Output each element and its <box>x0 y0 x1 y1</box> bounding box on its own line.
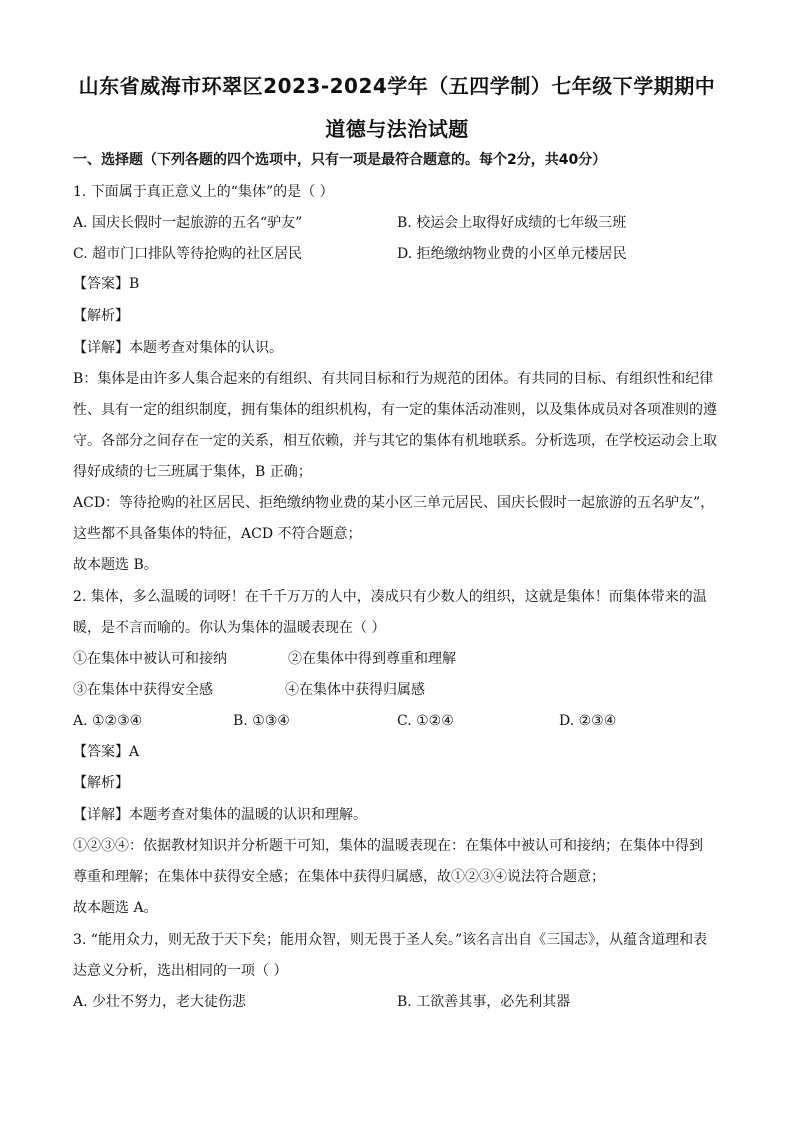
exam-title-line1: 山东省威海市环翠区2023-2024学年（五四学制）七年级下学期期中 <box>78 74 716 98</box>
q2-explanation-line: 尊重和理解；在集体中获得安全感；在集体中获得归属感，故①②③④说法符合题意； <box>73 869 605 885</box>
q2-answer: 【答案】A <box>73 744 140 760</box>
q1-explanation-line: ACD：等待抢购的社区居民、拒绝缴纳物业费的某小区三单元居民、国庆长假时一起旅游的五名驴友”， <box>73 495 715 511</box>
q2-explanation-line: 故本题选 A。 <box>73 900 158 916</box>
section-heading: 一、选择题（下列各题的四个选项中，只有一项是最符合题意的。每个2分，共40分） <box>73 152 607 168</box>
q2-option-a: A. ①②③④ <box>73 713 143 729</box>
q1-detail: 【详解】本题考查对集体的认识。 <box>73 340 283 356</box>
q2-item-3: ③在集体中获得安全感 <box>73 682 213 698</box>
q3-stem-line: 3. “能用众力，则无敌于天下矣；能用众智，则无畏于圣人矣。”该名言出自《三国志》，从蕴含道理和表 <box>73 932 708 948</box>
exam-title-line2: 道德与法治试题 <box>325 117 469 141</box>
q1-analysis-label: 【解析】 <box>73 308 129 324</box>
q1-explanation-line: 故本题选 B。 <box>73 557 158 573</box>
q2-analysis-label: 【解析】 <box>73 775 129 791</box>
q1-explanation-line: 性、具有一定的组织制度，拥有集体的组织机构，有一定的集体活动准则，以及集体成员对各项准则的遵 <box>73 402 717 418</box>
q3-stem-line: 达意义分析，选出相同的一项（ ） <box>73 963 288 979</box>
q2-item-1: ①在集体中被认可和接纳 <box>73 651 227 667</box>
q2-item-2: ②在集体中得到尊重和理解 <box>288 651 456 667</box>
q1-explanation-line: 守。各部分之间存在一定的关系，相互依赖，并与其它的集体有机地联系。分析选项，在学校运动会上取 <box>73 433 717 449</box>
q1-explanation-line: B：集体是由许多人集合起来的有组织、有共同目标和行为规范的团体。有共同的目标、有组织性和纪律 <box>73 371 714 387</box>
q1-option-d: D. 拒绝缴纳物业费的小区单元楼居民 <box>397 246 627 262</box>
q2-explanation-line: ①②③④：依据教材知识并分析题干可知，集体的温暖表现在：在集体中被认可和接纳；在集体中得到 <box>73 838 703 854</box>
q1-stem: 1. 下面属于真正意义上的“集体”的是（ ） <box>73 184 334 200</box>
q2-stem-line: 2. 集体，多么温暖的词呀！在千千万万的人中，凑成只有少数人的组织，这就是集体！而集体带来的温 <box>73 589 707 605</box>
q1-answer: 【答案】B <box>73 276 140 292</box>
q1-option-a: A. 国庆长假时一起旅游的五名“驴友” <box>73 215 303 231</box>
q1-option-c: C. 超市门口排队等待抢购的社区居民 <box>73 246 303 262</box>
q2-option-c: C. ①②④ <box>397 713 454 729</box>
q1-explanation-line: 得好成绩的七三班属于集体，B 正确； <box>73 464 312 480</box>
q2-stem-line: 暖，是不言而喻的。你认为集体的温暖表现在（ ） <box>73 620 386 636</box>
q1-explanation-line: 这些都不具备集体的特征，ACD 不符合题意； <box>73 526 362 542</box>
q2-option-d: D. ②③④ <box>559 713 617 729</box>
q2-detail: 【详解】本题考查对集体的温暖的认识和理解。 <box>73 807 367 823</box>
q3-option-b: B. 工欲善其事，必先利其器 <box>397 994 571 1010</box>
q3-option-a: A. 少壮不努力，老大徒伤悲 <box>73 994 247 1010</box>
q1-option-b: B. 校运会上取得好成绩的七年级三班 <box>397 215 627 231</box>
q2-item-4: ④在集体中获得归属感 <box>285 682 425 698</box>
q2-option-b: B. ①③④ <box>233 713 290 729</box>
